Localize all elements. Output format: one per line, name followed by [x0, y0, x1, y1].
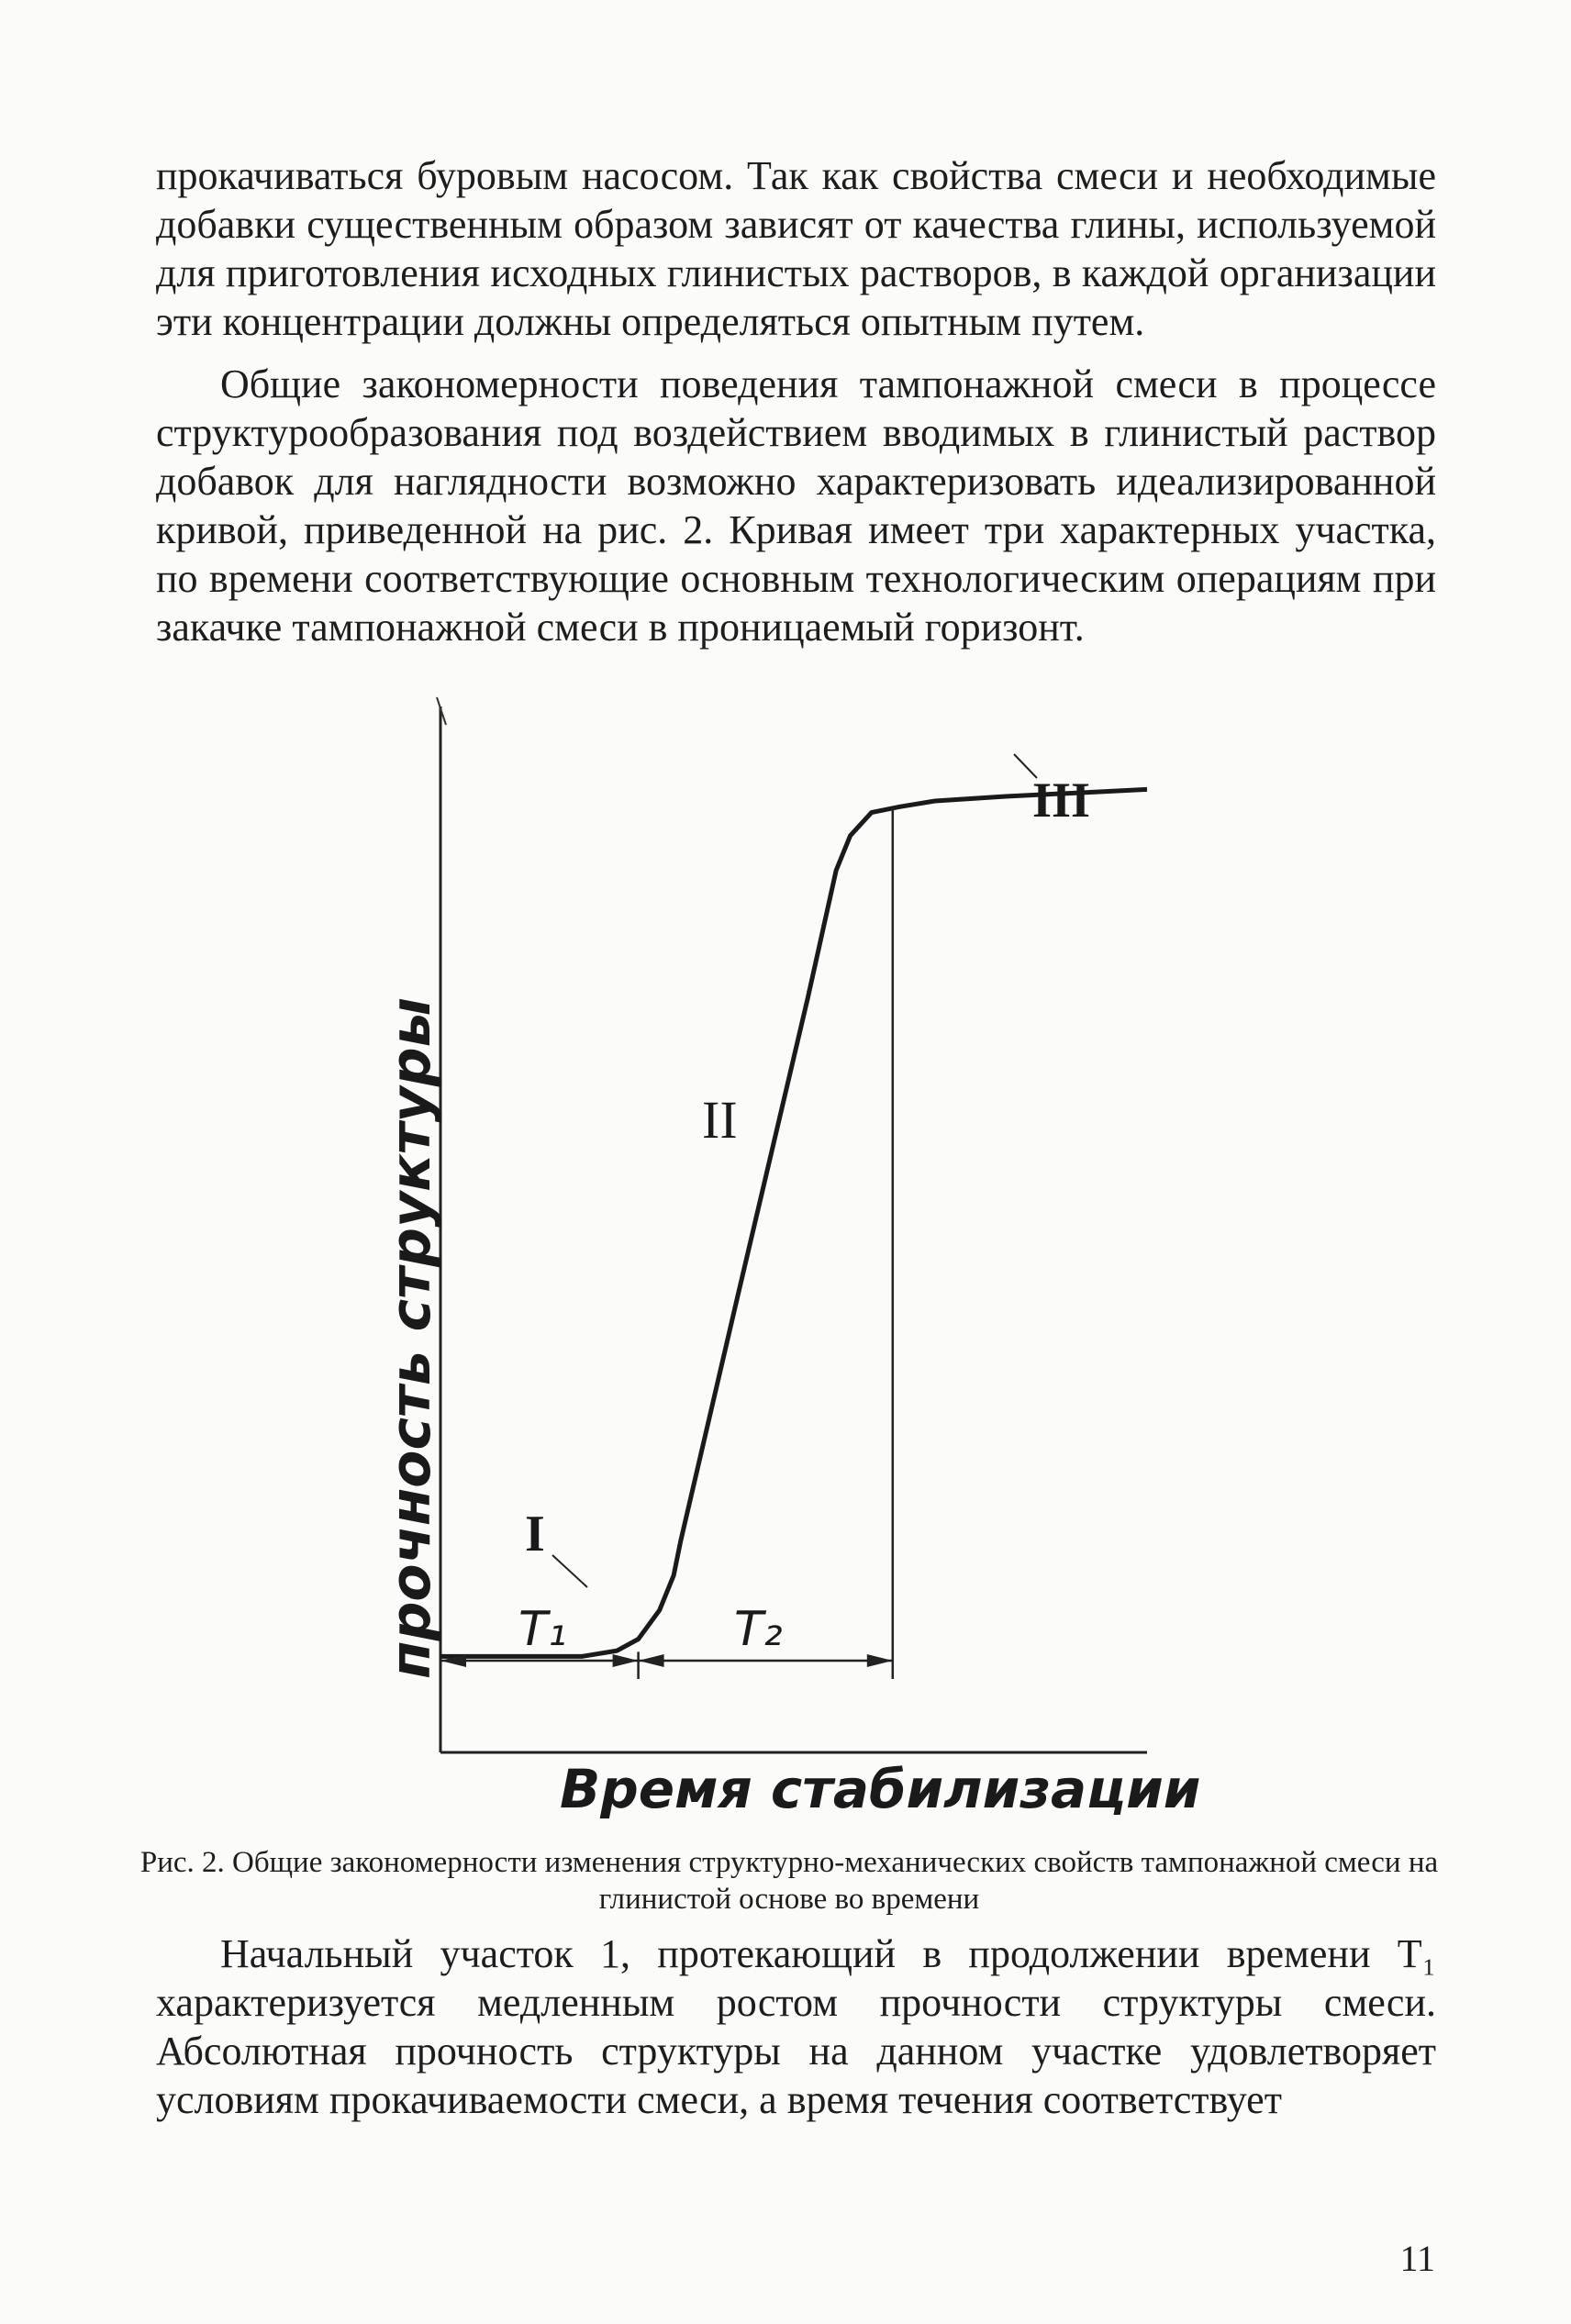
figure-caption: Рис. 2. Общие закономерности изменения структурно-механических свойств тампонажной смеси на глинистой основе во времени — [139, 1846, 1439, 1916]
paragraph-1: прокачиваться буровым насосом. Так как свойства смеси и необходимые добавки существенным образом зависят от качества глины, используемой для приготовления исходных глинистых растворов, в каждой организации эти концентрации должны определяться опытным путем. — [156, 153, 1436, 344]
segment-label-i: I — [525, 1506, 545, 1562]
arrow-head-2-1 — [639, 1654, 664, 1667]
arrow-head-1-2 — [613, 1654, 639, 1667]
arrow-head-2-2 — [867, 1654, 893, 1667]
interval-label-t1: T₁ — [518, 1602, 567, 1657]
leader-line-i — [552, 1555, 587, 1587]
y-axis-label: прочность структуры — [379, 997, 443, 1679]
paragraph-3: Начальный участок 1, протекающий в продолжении времени T₁ характеризуется медленным ростом прочности структуры смеси. Абсолютная прочность структуры на данном участке удовлетворяет условиям прокачиваемости смеси, а время течения соответствует — [156, 1931, 1436, 2122]
paragraph-2: Общие закономерности поведения тампонажной смеси в процессе структурообразования под воздействием вводимых в глинистый раствор добавок для наглядности возможно характеризовать идеализированной кривой, приведенной на рис. 2. Кривая имеет три характерных участка, по времени соответствующие основным технологическим операциям при закачке тампонажной смеси в проницаемый горизонт. — [156, 361, 1436, 650]
interval-label-t2: T₂ — [734, 1602, 783, 1657]
page-number: 11 — [1399, 2238, 1435, 2279]
data-series-line — [440, 789, 1147, 1656]
segment-label-iii: III — [1032, 773, 1091, 828]
x-axis-label: Время стабилизации — [560, 1758, 1201, 1820]
segment-label-ii: II — [702, 1090, 738, 1150]
